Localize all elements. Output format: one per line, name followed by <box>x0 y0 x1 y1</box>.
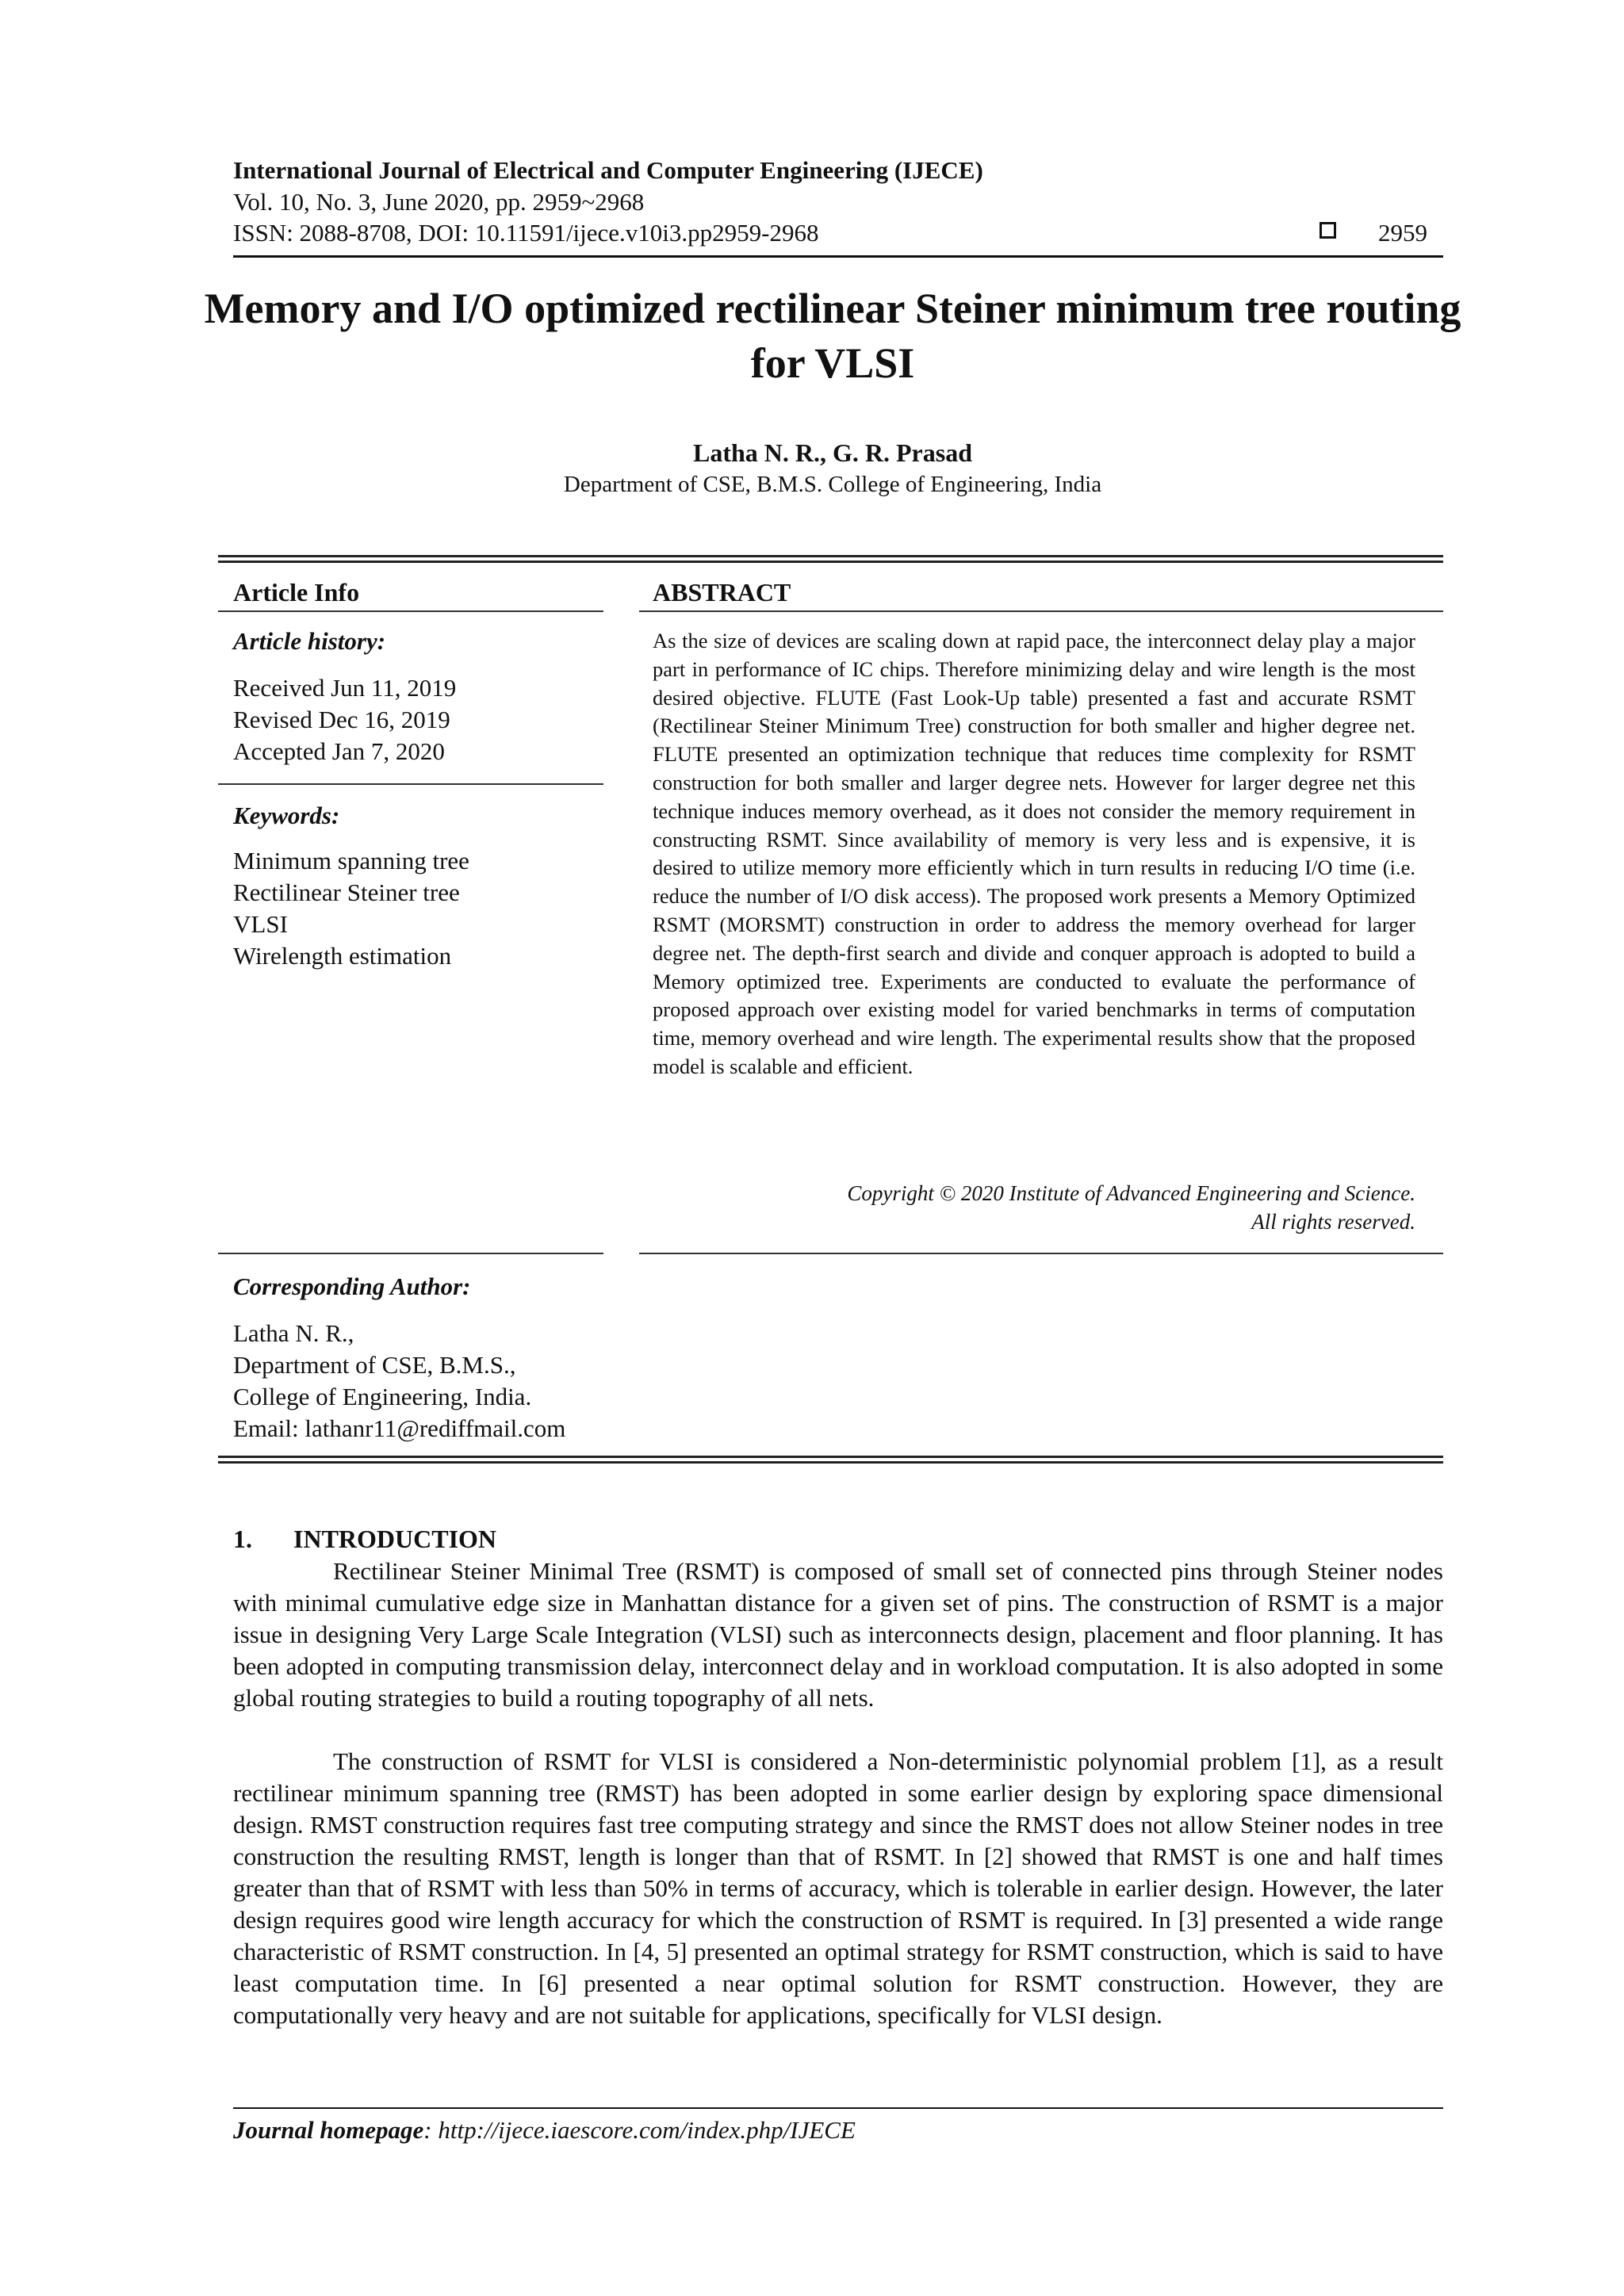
keyword-item: Rectilinear Steiner tree <box>233 878 460 906</box>
intro-paragraph-2: The construction of RSMT for VLSI is considered a Non-deterministic polynomial problem [1], as a result rectilinear minimum spanning tree (RMST) has been adopted in some earlier design by exploring space dimensional design. RMST construction requires fast tree computing strategy and since the RMST does not allow Steiner nodes in tree construction the resulting RMST, length is longer than that of RSMT. In [2] showed that RMST is one and half times greater than that of RSMT with less than 50% in terms of accuracy, which is tolerable in earlier design. However, the later design requires good wire length accuracy for which the construction of RSMT is required. In [3] presented a wide range characteristic of RSMT construction. In [4, 5] presented an optimal strategy for RSMT construction, which is said to have least computation time. In [6] presented a near optimal solution for RSMT construction. However, they are computationally very heavy and are not suitable for applications, specifically for VLSI design. <box>233 1747 1443 2029</box>
article-history-heading: Article history: <box>233 627 386 655</box>
article-info-heading: Article Info <box>233 578 360 607</box>
copyright-line-2: All rights reserved. <box>1251 1210 1415 1234</box>
author-department: Department of CSE, B.M.S., <box>233 1351 516 1379</box>
author-name: Latha N. R., <box>233 1319 354 1347</box>
history-accepted: Accepted Jan 7, 2020 <box>233 737 445 765</box>
keyword-item: Minimum spanning tree <box>233 847 469 874</box>
keywords-list <box>233 845 469 972</box>
corresponding-author-heading: Corresponding Author: <box>233 1272 471 1300</box>
copyright-notice <box>653 1179 1415 1236</box>
corresponding-author-details <box>233 1318 565 1445</box>
keywords-heading: Keywords: <box>233 802 340 829</box>
history-revised: Revised Dec 16, 2019 <box>233 706 450 733</box>
info-box-top-rule <box>218 555 1443 563</box>
author-college: College of Engineering, India. <box>233 1383 532 1410</box>
copyright-line-1: Copyright © 2020 Institute of Advanced Engineering and Science. <box>847 1181 1415 1205</box>
volume-line: Vol. 10, No. 3, June 2020, pp. 2959~2968 <box>233 188 645 216</box>
journal-homepage-footer <box>233 2115 856 2145</box>
corresponding-divider-left <box>218 1253 603 1254</box>
keyword-item: Wirelength estimation <box>233 942 452 970</box>
checkbox-square-icon <box>1320 222 1336 239</box>
paper-title: Memory and I/O optimized rectilinear Steiner minimum tree routing for VLSI <box>204 285 1461 388</box>
corresponding-divider-right <box>639 1253 1443 1254</box>
footer-divider <box>233 2107 1443 2109</box>
article-info-divider <box>218 610 603 612</box>
history-divider <box>218 783 603 785</box>
info-box-bottom-rule <box>218 1456 1443 1464</box>
paper-authors: Latha N. R., G. R. Prasad <box>692 438 972 467</box>
article-history-list <box>233 672 456 767</box>
header-divider <box>233 255 1443 258</box>
section-number: 1. <box>233 1525 252 1553</box>
section-title: INTRODUCTION <box>293 1525 497 1553</box>
page-number: 2959 <box>1378 219 1427 247</box>
paper-affiliation: Department of CSE, B.M.S. College of Engineering, India <box>563 472 1102 497</box>
footer-url[interactable]: : http://ijece.iaescore.com/index.php/IJECE <box>423 2116 856 2144</box>
journal-name: International Journal of Electrical and Computer Engineering (IJECE) <box>233 156 983 184</box>
intro-paragraph-1: Rectilinear Steiner Minimal Tree (RSMT) is composed of small set of connected pins through Steiner nodes with minimal cumulative edge size in Manhattan distance for a given set of pins. The construction of RSMT is a major issue in designing Very Large Scale Integration (VLSI) such as interconnects design, placement and floor planning. It has been adopted in computing transmission delay, interconnect delay and in workload computation. It is also adopted in some global routing strategies to build a routing topography of all nets. <box>233 1557 1443 1712</box>
author-email: Email: lathanr11@rediffmail.com <box>233 1414 566 1442</box>
issn-line: ISSN: 2088-8708, DOI: 10.11591/ijece.v10i3.pp2959-2968 <box>233 219 819 247</box>
introduction-heading <box>233 1524 496 1554</box>
footer-label: Journal homepage <box>233 2116 424 2144</box>
abstract-text: As the size of devices are scaling down at rapid pace, the interconnect delay play a major part in performance of IC chips. Therefore minimizing delay and wire length is the most desired objective. FLUTE (Fast Look-Up table) presented a fast and accurate RSMT (Rectilinear Steiner Minimum Tree) construction for both smaller and higher degree net. FLUTE presented an optimization technique that reduces time complexity for RSMT construction for both smaller and larger degree nets. However for larger degree net this technique induces memory overhead, as it does not consider the memory requirement in constructing RSMT. Since availability of memory is very less and is expensive, it is desired to utilize memory more efficiently which in turn results in reducing I/O time (i.e. reduce the number of I/O disk access). The proposed work presents a Memory Optimized RSMT (MORSMT) construction in order to address the memory overhead for larger degree net. The depth-first search and divide and conquer approach is adopted to build a Memory optimized tree. Experiments are conducted to evaluate the performance of proposed approach over existing model for varied benchmarks in terms of computation time, memory overhead and wire length. The experimental results show that the proposed model is scalable and efficient. <box>653 629 1415 1078</box>
abstract-heading: ABSTRACT <box>653 578 791 607</box>
keyword-item: VLSI <box>233 910 288 938</box>
history-received: Received Jun 11, 2019 <box>233 674 457 702</box>
abstract-divider <box>639 610 1443 612</box>
